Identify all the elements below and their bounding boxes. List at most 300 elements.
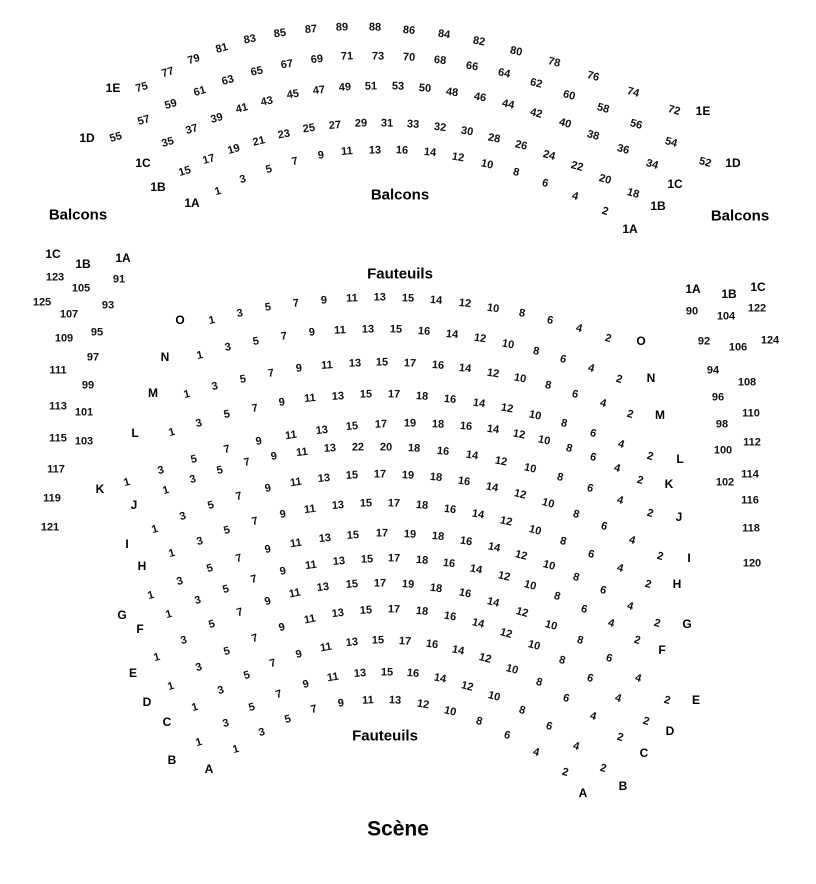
seat[interactable]: 15 (359, 497, 373, 510)
seat[interactable]: 11 (288, 586, 303, 601)
seat[interactable]: 16 (395, 144, 409, 157)
seat[interactable]: 12 (513, 548, 529, 563)
seat[interactable]: 81 (214, 40, 229, 56)
seat[interactable]: 7 (309, 703, 319, 717)
seat[interactable]: 16 (406, 667, 421, 681)
seat[interactable]: 33 (406, 117, 420, 131)
seat[interactable]: 8 (557, 654, 567, 668)
seat[interactable]: 77 (159, 64, 175, 80)
seat[interactable]: 64 (496, 66, 512, 81)
seat[interactable]: 12 (493, 454, 509, 469)
seat[interactable]: 9 (316, 149, 325, 162)
seat[interactable]: 12 (512, 487, 528, 503)
seat[interactable]: 7 (234, 489, 244, 504)
seat[interactable]: 16 (443, 392, 457, 406)
seat[interactable]: 13 (331, 606, 345, 621)
seat[interactable]: 74 (625, 84, 641, 100)
seat[interactable]: 7 (274, 687, 284, 702)
seat[interactable]: 11 (325, 670, 340, 685)
seat[interactable]: 1 (122, 475, 132, 490)
seat[interactable]: 7 (249, 631, 259, 645)
seat[interactable]: 11 (284, 428, 298, 443)
seat[interactable]: 16 (457, 475, 472, 489)
seat[interactable]: 7 (250, 514, 260, 529)
seat[interactable]: 16 (443, 502, 457, 516)
seat[interactable]: 4 (570, 189, 580, 204)
seat[interactable]: 6 (570, 387, 580, 401)
seat[interactable]: 15 (376, 356, 389, 369)
seat[interactable]: 122 (747, 302, 767, 315)
seat[interactable]: 101 (74, 406, 94, 419)
seat[interactable]: 18 (431, 417, 445, 431)
seat[interactable]: 124 (760, 334, 780, 347)
seat[interactable]: 4 (598, 397, 608, 411)
seat[interactable]: 10 (486, 301, 501, 315)
seat[interactable]: 16 (459, 534, 473, 549)
seat[interactable]: 9 (263, 482, 272, 496)
seat[interactable]: 5 (215, 464, 224, 478)
seat[interactable]: 6 (544, 720, 554, 734)
seat[interactable]: 1 (161, 483, 171, 498)
seat[interactable]: 86 (402, 23, 416, 37)
seat[interactable]: 4 (615, 561, 625, 576)
seat[interactable]: 13 (318, 531, 332, 545)
seat[interactable]: 17 (387, 552, 401, 566)
seat[interactable]: 8 (534, 675, 544, 690)
seat[interactable]: 5 (204, 562, 215, 576)
seat[interactable]: 12 (496, 569, 511, 584)
seat[interactable]: 7 (266, 366, 275, 380)
seat[interactable]: 11 (345, 292, 358, 305)
seat[interactable]: 27 (328, 118, 342, 132)
seat[interactable]: 13 (348, 357, 361, 370)
seat[interactable]: 71 (340, 50, 354, 64)
seat[interactable]: 17 (373, 577, 386, 590)
seat[interactable]: 8 (559, 417, 569, 431)
seat[interactable]: 84 (436, 28, 451, 42)
seat[interactable]: 5 (207, 618, 217, 632)
seat[interactable]: 6 (589, 451, 599, 465)
seat[interactable]: 21 (251, 133, 267, 149)
seat[interactable]: 10 (500, 337, 515, 352)
seat[interactable]: 8 (517, 703, 527, 717)
seat[interactable]: 16 (442, 609, 458, 624)
seat[interactable]: 83 (242, 32, 258, 47)
seat[interactable]: 123 (45, 271, 65, 284)
seat[interactable]: 13 (345, 636, 359, 650)
seat[interactable]: 17 (375, 527, 388, 540)
seat[interactable]: 66 (464, 59, 479, 74)
seat[interactable]: 6 (579, 602, 589, 616)
seat[interactable]: 109 (54, 332, 74, 345)
seat[interactable]: 92 (697, 335, 711, 348)
seat[interactable]: 17 (387, 603, 401, 616)
seat[interactable]: 85 (272, 26, 287, 41)
seat[interactable]: 4 (571, 739, 581, 753)
seat[interactable]: 40 (557, 116, 573, 132)
seat[interactable]: 4 (613, 692, 623, 706)
seat[interactable]: 19 (401, 469, 415, 482)
seat[interactable]: 10 (526, 638, 542, 654)
seat[interactable]: 4 (588, 710, 598, 724)
seat[interactable]: 108 (737, 376, 757, 389)
seat[interactable]: 8 (571, 507, 581, 522)
seat[interactable]: 2 (632, 633, 642, 648)
seat[interactable]: 6 (604, 651, 614, 666)
seat[interactable]: 91 (112, 273, 126, 286)
seat[interactable]: 14 (451, 643, 466, 658)
seat[interactable]: 14 (485, 422, 500, 437)
seat[interactable]: 9 (270, 450, 278, 464)
seat[interactable]: 65 (250, 64, 265, 79)
seat[interactable]: 8 (474, 714, 484, 729)
seat[interactable]: 17 (403, 357, 417, 370)
seat[interactable]: 12 (460, 678, 476, 694)
seat[interactable]: 5 (283, 713, 293, 727)
seat[interactable]: 6 (561, 691, 571, 705)
seat[interactable]: 107 (59, 308, 79, 321)
seat[interactable]: 9 (336, 697, 345, 710)
seat[interactable]: 9 (319, 294, 327, 307)
seat[interactable]: 18 (625, 186, 641, 201)
seat[interactable]: 4 (615, 493, 625, 507)
seat[interactable]: 15 (177, 164, 193, 179)
seat[interactable]: 6 (546, 314, 555, 328)
seat[interactable]: 9 (295, 362, 303, 376)
seat[interactable]: 8 (511, 166, 521, 180)
seat[interactable]: 30 (459, 124, 474, 139)
seat[interactable]: 3 (178, 510, 188, 524)
seat[interactable]: 13 (352, 666, 367, 680)
seat[interactable]: 13 (388, 694, 402, 707)
seat[interactable]: 4 (625, 599, 635, 613)
seat[interactable]: 117 (47, 463, 65, 476)
seat[interactable]: 6 (559, 352, 568, 366)
seat[interactable]: 12 (472, 331, 487, 346)
seat[interactable]: 94 (706, 364, 720, 377)
seat[interactable]: 2 (655, 549, 665, 564)
seat[interactable]: 7 (235, 605, 245, 619)
seat[interactable]: 1 (164, 607, 174, 622)
seat[interactable]: 17 (201, 152, 217, 168)
seat[interactable]: 1 (195, 348, 205, 363)
seat[interactable]: 6 (585, 481, 595, 495)
seat[interactable]: 11 (288, 476, 303, 490)
seat[interactable]: 10 (541, 557, 557, 573)
seat[interactable]: 6 (588, 426, 598, 440)
seat[interactable]: 2 (643, 577, 653, 592)
seat[interactable]: 11 (318, 640, 333, 655)
seat[interactable]: 3 (179, 633, 189, 647)
seat[interactable]: 11 (289, 536, 303, 550)
seat[interactable]: 12 (498, 626, 514, 642)
seat[interactable]: 19 (401, 578, 415, 591)
seat[interactable]: 4 (616, 437, 626, 451)
seat[interactable]: 112 (743, 436, 761, 449)
seat[interactable]: 11 (303, 502, 317, 516)
seat[interactable]: 48 (445, 85, 460, 100)
seat[interactable]: 37 (184, 122, 200, 138)
seat[interactable]: 14 (486, 540, 501, 555)
seat[interactable]: 100 (713, 444, 733, 457)
seat[interactable]: 15 (345, 469, 359, 483)
seat[interactable]: 39 (209, 111, 225, 126)
seat[interactable]: 115 (49, 432, 67, 445)
seat[interactable]: 18 (415, 605, 429, 619)
seat[interactable]: 7 (268, 657, 278, 671)
seat[interactable]: 14 (470, 616, 486, 632)
seat[interactable]: 2 (615, 730, 625, 745)
seat[interactable]: 15 (359, 388, 373, 402)
seat[interactable]: 9 (262, 595, 272, 609)
seat[interactable]: 8 (564, 442, 574, 456)
seat[interactable]: 14 (445, 327, 459, 341)
seat[interactable]: 8 (552, 589, 563, 604)
seat[interactable]: 121 (40, 521, 60, 534)
seat[interactable]: 5 (263, 301, 272, 315)
seat[interactable]: 82 (472, 34, 487, 49)
seat[interactable]: 9 (263, 543, 272, 557)
seat[interactable]: 89 (336, 21, 349, 34)
seat[interactable]: 17 (374, 418, 388, 431)
seat[interactable]: 3 (223, 341, 233, 355)
seat[interactable]: 4 (574, 322, 584, 336)
seat[interactable]: 10 (523, 461, 538, 477)
seat[interactable]: 12 (477, 651, 493, 666)
seat[interactable]: 8 (543, 379, 553, 393)
seat[interactable]: 51 (365, 80, 378, 93)
seat[interactable]: 10 (504, 661, 520, 677)
seat[interactable]: 22 (351, 440, 364, 454)
seat[interactable]: 70 (402, 51, 416, 64)
seat[interactable]: 88 (368, 21, 382, 34)
seat[interactable]: 96 (711, 391, 725, 404)
seat[interactable]: 7 (222, 443, 232, 457)
seat[interactable]: 10 (443, 703, 458, 719)
seat[interactable]: 14 (471, 507, 486, 522)
seat[interactable]: 10 (527, 523, 543, 539)
seat[interactable]: 110 (742, 407, 760, 420)
seat[interactable]: 5 (189, 452, 199, 466)
seat[interactable]: 14 (469, 562, 484, 577)
seat[interactable]: 2 (560, 765, 570, 780)
seat[interactable]: 125 (32, 296, 52, 309)
seat[interactable]: 5 (222, 523, 232, 537)
seat[interactable]: 1 (167, 546, 177, 561)
seat[interactable]: 3 (194, 416, 204, 430)
seat[interactable]: 28 (486, 130, 502, 146)
seat[interactable]: 54 (663, 135, 679, 151)
seat[interactable]: 42 (528, 105, 544, 121)
seat[interactable]: 49 (338, 80, 352, 94)
seat[interactable]: 19 (403, 528, 417, 541)
seat[interactable]: 6 (599, 520, 609, 534)
seat[interactable]: 103 (74, 435, 94, 448)
seat[interactable]: 29 (354, 117, 368, 130)
seat[interactable]: 4 (612, 461, 622, 476)
seat[interactable]: 2 (600, 204, 610, 219)
seat[interactable]: 8 (531, 344, 540, 358)
seat[interactable]: 114 (741, 468, 759, 481)
seat[interactable]: 3 (216, 683, 226, 698)
seat[interactable]: 14 (486, 594, 501, 610)
seat[interactable]: 61 (192, 84, 208, 100)
seat[interactable]: 5 (221, 582, 231, 596)
seat[interactable]: 5 (221, 645, 232, 659)
seat[interactable]: 1 (152, 650, 162, 665)
seat[interactable]: 12 (511, 427, 526, 442)
seat[interactable]: 55 (108, 130, 124, 145)
seat[interactable]: 59 (163, 97, 179, 113)
seat[interactable]: 5 (252, 335, 260, 349)
seat[interactable]: 5 (242, 669, 252, 683)
seat[interactable]: 2 (662, 693, 672, 708)
seat[interactable]: 12 (485, 366, 500, 380)
seat[interactable]: 6 (585, 671, 595, 686)
seat[interactable]: 79 (186, 51, 202, 67)
seat[interactable]: 63 (220, 73, 236, 89)
seat[interactable]: 13 (361, 323, 375, 336)
seat[interactable]: 9 (278, 507, 287, 521)
seat[interactable]: 76 (585, 68, 601, 84)
seat[interactable]: 69 (309, 53, 324, 67)
seat[interactable]: 120 (742, 557, 762, 570)
seat[interactable]: 38 (586, 128, 602, 144)
seat[interactable]: 8 (517, 307, 526, 321)
seat[interactable]: 5 (206, 499, 216, 513)
seat[interactable]: 11 (320, 359, 333, 372)
seat[interactable]: 12 (458, 296, 472, 311)
seat[interactable]: 15 (344, 577, 358, 591)
seat[interactable]: 34 (644, 157, 660, 172)
seat[interactable]: 1 (231, 742, 241, 757)
seat[interactable]: 8 (575, 634, 585, 648)
seat[interactable]: 15 (345, 420, 359, 434)
seat[interactable]: 11 (304, 558, 318, 573)
seat[interactable]: 72 (666, 103, 682, 118)
seat[interactable]: 11 (303, 612, 318, 627)
seat[interactable]: 116 (741, 494, 759, 507)
seat[interactable]: 5 (222, 408, 232, 422)
seat[interactable]: 17 (387, 388, 401, 402)
seat[interactable]: 2 (641, 714, 651, 729)
seat[interactable]: 98 (715, 418, 729, 431)
seat[interactable]: 10 (540, 496, 556, 512)
seat[interactable]: 10 (543, 618, 559, 634)
seat[interactable]: 7 (234, 551, 244, 566)
seat[interactable]: 3 (194, 534, 205, 548)
seat[interactable]: 1 (207, 313, 217, 328)
seat[interactable]: 18 (415, 390, 429, 403)
seat[interactable]: 1 (150, 522, 160, 537)
seat[interactable]: 1 (190, 700, 200, 715)
seat[interactable]: 19 (226, 142, 242, 158)
seat[interactable]: 16 (431, 358, 445, 372)
seat[interactable]: 1 (166, 679, 176, 694)
seat[interactable]: 17 (398, 635, 412, 648)
seat[interactable]: 7 (291, 297, 300, 310)
seat[interactable]: 2 (603, 331, 613, 346)
seat[interactable]: 119 (43, 492, 61, 505)
seat[interactable]: 12 (499, 401, 515, 416)
seat[interactable]: 6 (586, 547, 596, 561)
seat[interactable]: 12 (499, 514, 514, 530)
seat[interactable]: 14 (471, 396, 486, 411)
seat[interactable]: 7 (280, 330, 288, 343)
seat[interactable]: 13 (317, 471, 331, 486)
seat[interactable]: 1 (182, 387, 192, 402)
seat[interactable]: 52 (697, 155, 713, 170)
seat[interactable]: 4 (633, 671, 643, 685)
seat[interactable]: 13 (331, 499, 345, 512)
seat[interactable]: 7 (242, 456, 251, 470)
seat[interactable]: 15 (359, 604, 373, 617)
seat[interactable]: 16 (417, 325, 431, 338)
seat[interactable]: 3 (256, 726, 267, 740)
seat[interactable]: 3 (192, 594, 203, 608)
seat[interactable]: 16 (424, 637, 439, 652)
seat[interactable]: 18 (415, 554, 429, 567)
seat[interactable]: 43 (259, 93, 275, 109)
seat[interactable]: 41 (234, 101, 250, 117)
seat[interactable]: 111 (49, 364, 67, 377)
seat[interactable]: 13 (316, 581, 331, 595)
seat[interactable]: 18 (431, 530, 445, 544)
seat[interactable]: 1 (194, 735, 204, 750)
seat[interactable]: 105 (71, 282, 91, 295)
seat[interactable]: 6 (598, 584, 608, 598)
seat[interactable]: 14 (465, 448, 479, 463)
seat[interactable]: 6 (540, 177, 550, 191)
seat[interactable]: 11 (361, 694, 374, 707)
seat[interactable]: 14 (485, 480, 500, 495)
seat[interactable]: 46 (473, 90, 488, 105)
seat[interactable]: 80 (509, 43, 524, 59)
seat[interactable]: 26 (513, 138, 529, 154)
seat[interactable]: 67 (279, 57, 294, 72)
seat[interactable]: 15 (380, 665, 393, 679)
seat[interactable]: 5 (247, 701, 257, 715)
seat[interactable]: 90 (685, 305, 699, 318)
seat[interactable]: 9 (308, 326, 316, 340)
seat[interactable]: 95 (90, 326, 104, 339)
seat[interactable]: 18 (429, 581, 444, 595)
seat[interactable]: 50 (418, 82, 432, 96)
seat[interactable]: 10 (528, 408, 543, 423)
seat[interactable]: 45 (285, 87, 300, 102)
seat[interactable]: 3 (156, 463, 166, 477)
seat[interactable]: 17 (373, 468, 387, 481)
seat[interactable]: 4 (586, 362, 596, 376)
seat[interactable]: 15 (360, 553, 373, 566)
seat[interactable]: 15 (346, 528, 360, 542)
seat[interactable]: 9 (278, 396, 287, 410)
seat[interactable]: 58 (595, 101, 611, 117)
seat[interactable]: 60 (561, 87, 578, 103)
seat[interactable]: 15 (401, 292, 415, 305)
seat[interactable]: 3 (187, 473, 198, 487)
seat[interactable]: 3 (235, 307, 244, 321)
seat[interactable]: 99 (81, 379, 95, 392)
seat[interactable]: 32 (433, 120, 447, 134)
seat[interactable]: 2 (614, 372, 624, 387)
seat[interactable]: 4 (531, 745, 541, 759)
seat[interactable]: 73 (371, 50, 384, 63)
seat[interactable]: 18 (429, 471, 443, 485)
seat[interactable]: 13 (331, 389, 345, 403)
seat[interactable]: 4 (606, 617, 616, 631)
seat[interactable]: 20 (379, 440, 393, 454)
